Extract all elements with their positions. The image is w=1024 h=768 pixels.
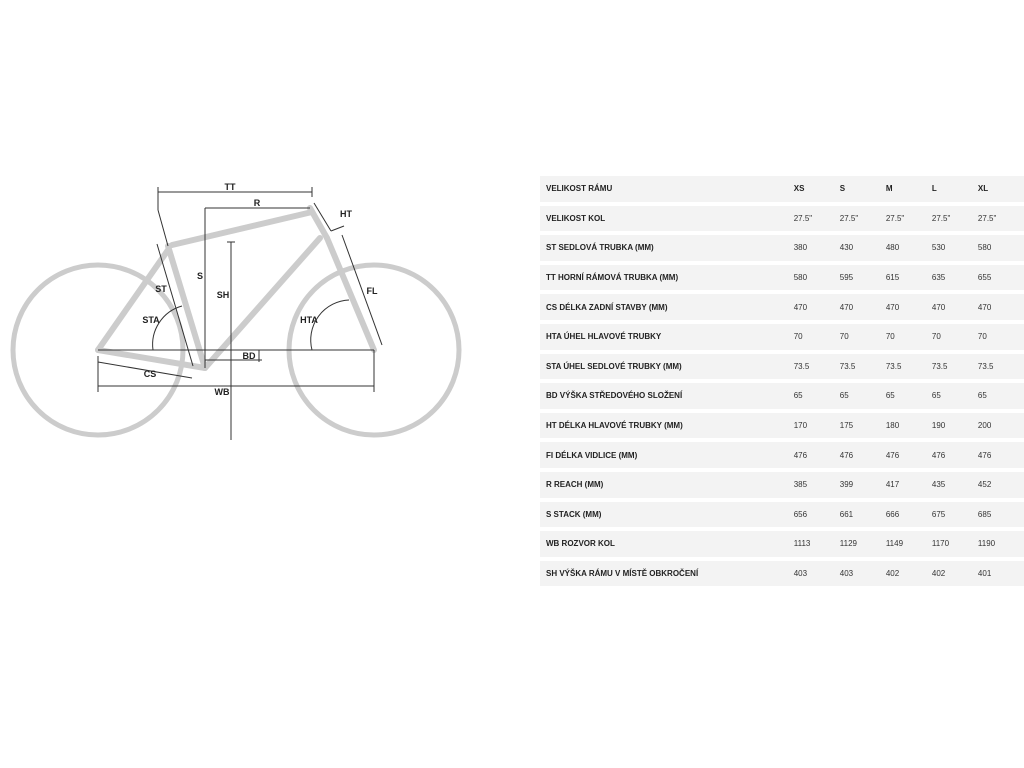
row-value: 1149 [886,531,932,557]
row-label: R REACH (MM) [540,472,794,498]
table-row [540,472,1024,498]
table-header-row [540,176,1024,202]
table-row [540,502,1024,528]
row-label: BD VÝŠKA STŘEDOVÉHO SLOŽENÍ [540,383,794,409]
row-value: 580 [794,265,840,291]
table-row [540,442,1024,468]
size-m-header: M [886,176,932,202]
row-value: 73.5 [840,354,886,380]
row-value: 656 [794,502,840,528]
label-tt: TT [224,182,236,192]
table-row [540,354,1024,380]
row-value: 27.5" [794,206,840,232]
row-value: 65 [886,383,932,409]
row-value: 417 [886,472,932,498]
label-hta: HTA [300,315,318,325]
row-value: 73.5 [886,354,932,380]
row-value: 530 [932,235,978,261]
row-value: 1129 [840,531,886,557]
row-value: 70 [886,324,932,350]
row-value: 452 [978,472,1024,498]
row-label: SH VÝŠKA RÁMU V MÍSTĚ OBKROČENÍ [540,561,794,587]
table-row [540,235,1024,261]
label-s: S [196,271,204,281]
table-row [540,413,1024,439]
row-value: 170 [794,413,840,439]
label-bd: BD [242,351,256,361]
row-value: 401 [978,561,1024,587]
row-value: 175 [840,413,886,439]
label-wb: WB [214,387,230,397]
row-value: 70 [794,324,840,350]
hta-arc [311,300,349,350]
row-value: 635 [932,265,978,291]
row-label: S STACK (MM) [540,502,794,528]
row-value: 470 [840,294,886,320]
table-row [540,561,1024,587]
label-sta: STA [142,315,160,325]
label-st: ST [155,284,167,294]
row-value: 435 [932,472,978,498]
row-value: 70 [932,324,978,350]
row-label: HT DÉLKA HLAVOVÉ TRUBKY (MM) [540,413,794,439]
row-label: VELIKOST KOL [540,206,794,232]
row-value: 1190 [978,531,1024,557]
row-value: 27.5" [978,206,1024,232]
row-value: 70 [978,324,1024,350]
row-value: 476 [932,442,978,468]
size-xs-header: XS [794,176,840,202]
row-value: 430 [840,235,886,261]
row-value: 65 [978,383,1024,409]
row-value: 380 [794,235,840,261]
frame [98,208,374,368]
row-value: 470 [886,294,932,320]
row-value: 661 [840,502,886,528]
row-value: 402 [932,561,978,587]
row-value: 470 [932,294,978,320]
row-label: FI DÉLKA VIDLICE (MM) [540,442,794,468]
row-value: 180 [886,413,932,439]
row-value: 200 [978,413,1024,439]
row-value: 470 [978,294,1024,320]
row-value: 27.5" [840,206,886,232]
row-value: 190 [932,413,978,439]
table-row [540,265,1024,291]
geometry-table [540,172,1024,590]
row-value: 73.5 [794,354,840,380]
row-value: 580 [978,235,1024,261]
seat-post-slant [158,210,168,246]
row-value: 1113 [794,531,840,557]
ht-extension-line [331,226,344,231]
row-value: 65 [932,383,978,409]
row-label: TT HORNÍ RÁMOVÁ TRUBKA (MM) [540,265,794,291]
row-value: 27.5" [886,206,932,232]
label-r: R [253,198,261,208]
row-value: 615 [886,265,932,291]
row-label: ST SEDLOVÁ TRUBKA (MM) [540,235,794,261]
row-value: 675 [932,502,978,528]
row-label: WB ROZVOR KOL [540,531,794,557]
row-value: 476 [978,442,1024,468]
table-row [540,383,1024,409]
measurement-lines [98,187,382,440]
row-label: CS DÉLKA ZADNÍ STAVBY (MM) [540,294,794,320]
label-fl: FL [366,286,378,296]
row-value: 403 [794,561,840,587]
row-value: 476 [886,442,932,468]
row-value: 402 [886,561,932,587]
row-value: 655 [978,265,1024,291]
label-ht: HT [340,209,352,219]
row-value: 666 [886,502,932,528]
size-l-header: L [932,176,978,202]
head-tube [310,208,327,238]
label-cs: CS [143,369,157,379]
size-s-header: S [840,176,886,202]
row-label: STA ÚHEL SEDLOVÉ TRUBKY (MM) [540,354,794,380]
table-row [540,324,1024,350]
row-value: 73.5 [932,354,978,380]
row-value: 595 [840,265,886,291]
label-sh: SH [216,290,230,300]
row-value: 476 [794,442,840,468]
row-value: 1170 [932,531,978,557]
row-value: 685 [978,502,1024,528]
row-label: HTA ÚHEL HLAVOVÉ TRUBKY [540,324,794,350]
size-xl-header: XL [978,176,1024,202]
row-value: 27.5" [932,206,978,232]
row-value: 480 [886,235,932,261]
table-row [540,206,1024,232]
row-value: 470 [794,294,840,320]
row-value: 70 [840,324,886,350]
top-tube [172,212,312,245]
row-value: 65 [794,383,840,409]
table-row [540,531,1024,557]
row-value: 476 [840,442,886,468]
row-value: 73.5 [978,354,1024,380]
row-value: 399 [840,472,886,498]
row-value: 385 [794,472,840,498]
row-value: 403 [840,561,886,587]
header-label: VELIKOST RÁMU [540,176,794,202]
table-row [540,294,1024,320]
row-value: 65 [840,383,886,409]
